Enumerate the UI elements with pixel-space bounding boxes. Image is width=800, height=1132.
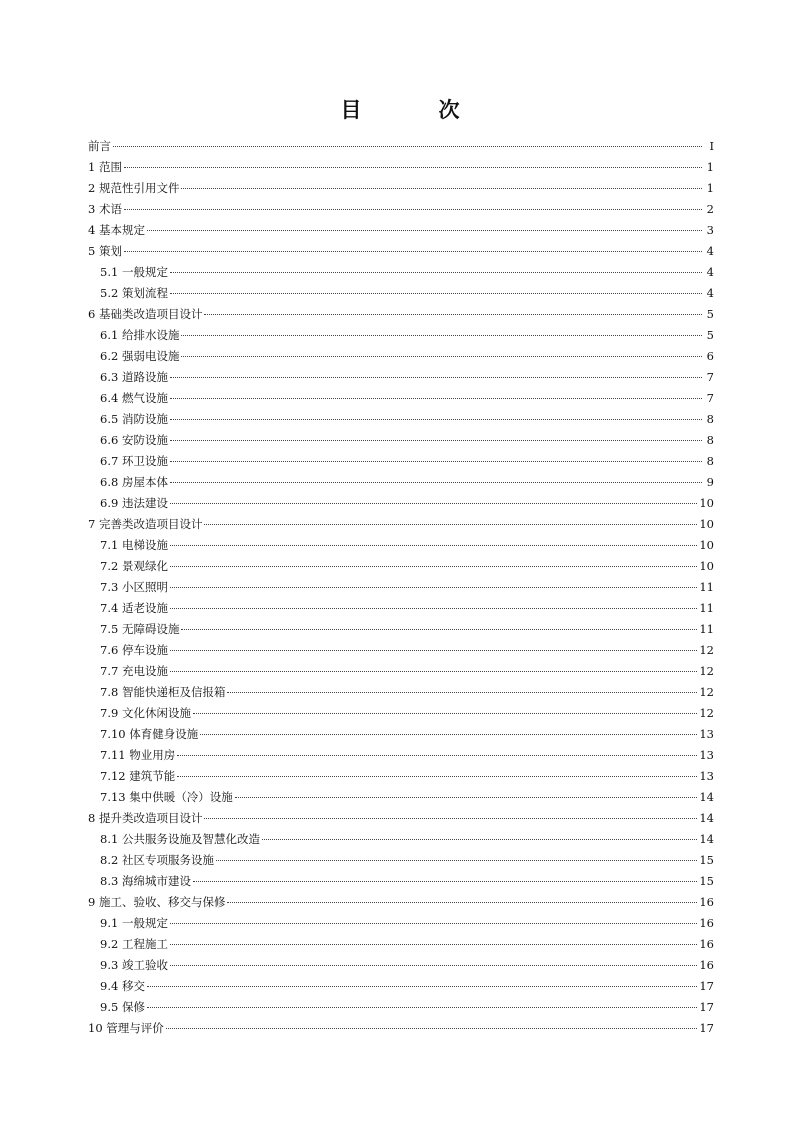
toc-entry[interactable] [88,514,714,535]
toc-entry-page-number: 10 [699,538,714,552]
toc-entry[interactable] [88,220,714,241]
toc-entry-label: 7.13 集中供暖（冷）设施 [100,790,233,804]
toc-entry[interactable] [88,136,714,157]
dot-leader [170,566,697,567]
dot-leader [204,314,702,315]
dot-leader [177,755,697,756]
toc-entry-label: 7.6 停车设施 [100,643,168,657]
dot-leader [147,986,697,987]
toc-entry[interactable] [88,388,714,409]
dot-leader [170,377,702,378]
toc-entry-label: 9.4 移交 [100,979,145,993]
toc-entry-label: 8 提升类改造项目设计 [88,811,203,825]
toc-entry[interactable] [88,808,714,829]
toc-entry[interactable] [88,430,714,451]
dot-leader [170,293,702,294]
toc-entry[interactable] [88,766,714,787]
toc-entry[interactable] [88,199,714,220]
toc-entry-page-number: 11 [699,601,714,615]
toc-entry[interactable] [88,745,714,766]
toc-entry-label: 6.7 环卫设施 [100,454,168,468]
toc-entry-label: 6.5 消防设施 [100,412,168,426]
toc-entry-label: 9.1 一般规定 [100,916,168,930]
dot-leader [193,713,697,714]
dot-leader [170,923,697,924]
toc-entry-label: 9.3 竣工验收 [100,958,168,972]
toc-entry-page-number: 2 [706,202,714,216]
toc-entry-page-number: 17 [699,1000,714,1014]
toc-entry-label: 7.4 适老设施 [100,601,168,615]
toc-entry-label: 1 范围 [88,160,122,174]
toc-entry-page-number: 4 [706,265,714,279]
toc-entry-label: 7.11 物业用房 [100,748,176,762]
dot-leader [166,1028,698,1029]
dot-leader [235,797,698,798]
toc-entry-page-number: 16 [699,958,714,972]
toc-entry-page-number: 6 [706,349,714,363]
toc-entry-page-number: 4 [706,286,714,300]
toc-entry-label: 4 基本规定 [88,223,145,237]
dot-leader [181,188,702,189]
toc-entry[interactable] [88,346,714,367]
toc-entry-page-number: 12 [699,664,714,678]
toc-entry-label: 8.1 公共服务设施及智慧化改造 [100,832,260,846]
dot-leader [170,482,702,483]
toc-entry-page-number: 8 [706,454,714,468]
toc-entry[interactable] [88,955,714,976]
toc-entry[interactable] [88,640,714,661]
toc-entry[interactable] [88,577,714,598]
dot-leader [181,356,702,357]
toc-entry-label: 2 规范性引用文件 [88,181,180,195]
toc-entry-page-number: 11 [699,580,714,594]
toc-entry[interactable] [88,556,714,577]
dot-leader [113,146,702,147]
dot-leader [124,209,702,210]
dot-leader [124,167,702,168]
toc-entry-label: 6.2 强弱电设施 [100,349,180,363]
dot-leader [170,671,697,672]
toc-entry[interactable] [88,850,714,871]
dot-leader [181,629,697,630]
toc-entry-label: 7 完善类改造项目设计 [88,517,203,531]
toc-entry-page-number: 13 [699,748,714,762]
toc-entry-page-number: 1 [706,181,714,195]
dot-leader [170,398,702,399]
toc-entry-label: 6.3 道路设施 [100,370,168,384]
toc-entry-label: 7.10 体育健身设施 [100,727,199,741]
toc-entry-label: 9.5 保修 [100,1000,145,1014]
dot-leader [124,251,702,252]
toc-entry-page-number: 4 [706,244,714,258]
dot-leader [204,524,697,525]
dot-leader [170,440,702,441]
toc-entry-label: 6.9 违法建设 [100,496,168,510]
dot-leader [170,545,697,546]
toc-entry-page-number: 14 [699,790,714,804]
toc-entry[interactable] [88,262,714,283]
toc-entry[interactable] [88,892,714,913]
toc-entry[interactable] [88,976,714,997]
toc-entry-label: 9.2 工程施工 [100,937,168,951]
dot-leader [170,272,702,273]
dot-leader [177,776,697,777]
dot-leader [147,1007,697,1008]
toc-entry-label: 8.3 海绵城市建设 [100,874,191,888]
toc-entry-page-number: 7 [706,391,714,405]
toc-entry[interactable] [88,703,714,724]
toc-entry-label: 6.8 房屋本体 [100,475,168,489]
toc-entry-page-number: 11 [699,622,714,636]
toc-entry-page-number: 5 [706,328,714,342]
toc-entry[interactable] [88,997,714,1018]
toc-entry-label: 7.12 建筑节能 [100,769,176,783]
toc-entry-label: 6.4 燃气设施 [100,391,168,405]
dot-leader [181,335,702,336]
toc-entry-page-number: 12 [699,706,714,720]
toc-entry-page-number: 12 [699,643,714,657]
toc-entry-page-number: 12 [699,685,714,699]
toc-entry-label: 9 施工、验收、移交与保修 [88,895,226,909]
dot-leader [193,881,697,882]
dot-leader [170,461,702,462]
toc-entry-page-number: 15 [699,874,714,888]
toc-entry-label: 10 管理与评价 [88,1021,164,1035]
toc-entry-page-number: 16 [699,916,714,930]
toc-entry-label: 3 术语 [88,202,122,216]
toc-entry-page-number: 17 [699,1021,714,1035]
toc-entry[interactable] [88,724,714,745]
dot-leader [147,230,702,231]
toc-entry-page-number: 5 [706,307,714,321]
toc-entry[interactable] [88,682,714,703]
dot-leader [170,587,697,588]
toc-entry-page-number: 9 [706,475,714,489]
toc-entry[interactable] [88,661,714,682]
toc-entry-page-number: 13 [699,727,714,741]
toc-entry[interactable] [88,451,714,472]
toc-entry-label: 7.7 充电设施 [100,664,168,678]
dot-leader [227,902,697,903]
toc-entry-page-number: 8 [706,433,714,447]
toc-entry[interactable] [88,598,714,619]
dot-leader [204,818,697,819]
dot-leader [170,650,697,651]
dot-leader [170,965,697,966]
toc-entry-label: 5.2 策划流程 [100,286,168,300]
toc-entry-label: 6.6 安防设施 [100,433,168,447]
toc-entry-label: 6 基础类改造项目设计 [88,307,203,321]
toc-entry[interactable] [88,829,714,850]
toc-entry[interactable] [88,472,714,493]
toc-entry-label: 7.2 景观绿化 [100,559,168,573]
toc-entry-label: 7.9 文化休闲设施 [100,706,191,720]
toc-entry-label: 7.5 无障碍设施 [100,622,180,636]
toc-entry-label: 7.1 电梯设施 [100,538,168,552]
toc-entry[interactable] [88,304,714,325]
toc-entry[interactable] [88,871,714,892]
page-title: 目 次 [340,98,488,123]
toc-entry-label: 5.1 一般规定 [100,265,168,279]
dot-leader [227,692,697,693]
toc-entry[interactable] [88,241,714,262]
toc-entry[interactable] [88,913,714,934]
dot-leader [170,608,697,609]
toc-entry[interactable] [88,493,714,514]
toc-entry[interactable] [88,619,714,640]
toc-entry-page-number: 17 [699,979,714,993]
toc-entry[interactable] [88,178,714,199]
toc-entry[interactable] [88,535,714,556]
toc-entry[interactable] [88,325,714,346]
toc-entry-label: 8.2 社区专项服务设施 [100,853,214,867]
toc-entry-label: 前言 [88,139,111,153]
toc-entry[interactable] [88,934,714,955]
toc-entry-label: 7.8 智能快递柜及信报箱 [100,685,226,699]
toc-entry-page-number: 10 [699,517,714,531]
toc-entry[interactable] [88,787,714,808]
toc-entry[interactable] [88,409,714,430]
toc-entry[interactable] [88,283,714,304]
toc-entry-page-number: 10 [699,559,714,573]
toc-entry[interactable] [88,367,714,388]
dot-leader [262,839,697,840]
toc-entry-page-number: 13 [699,769,714,783]
toc-entry-page-number: 14 [699,811,714,825]
dot-leader [216,860,697,861]
toc-entry-page-number: 16 [699,895,714,909]
toc-entry[interactable] [88,1018,714,1039]
toc-entry-label: 6.1 给排水设施 [100,328,180,342]
dot-leader [200,734,697,735]
dot-leader [170,944,697,945]
toc-entry-page-number: 16 [699,937,714,951]
toc-entry-page-number: I [709,139,714,153]
toc-entry-page-number: 7 [706,370,714,384]
toc-entry-page-number: 10 [699,496,714,510]
table-of-contents [88,136,714,1039]
toc-entry-page-number: 8 [706,412,714,426]
toc-entry-page-number: 1 [706,160,714,174]
toc-entry-label: 7.3 小区照明 [100,580,168,594]
toc-entry[interactable] [88,157,714,178]
toc-entry-page-number: 3 [706,223,714,237]
toc-entry-page-number: 15 [699,853,714,867]
dot-leader [170,503,697,504]
dot-leader [170,419,702,420]
toc-entry-label: 5 策划 [88,244,122,258]
toc-entry-page-number: 14 [699,832,714,846]
